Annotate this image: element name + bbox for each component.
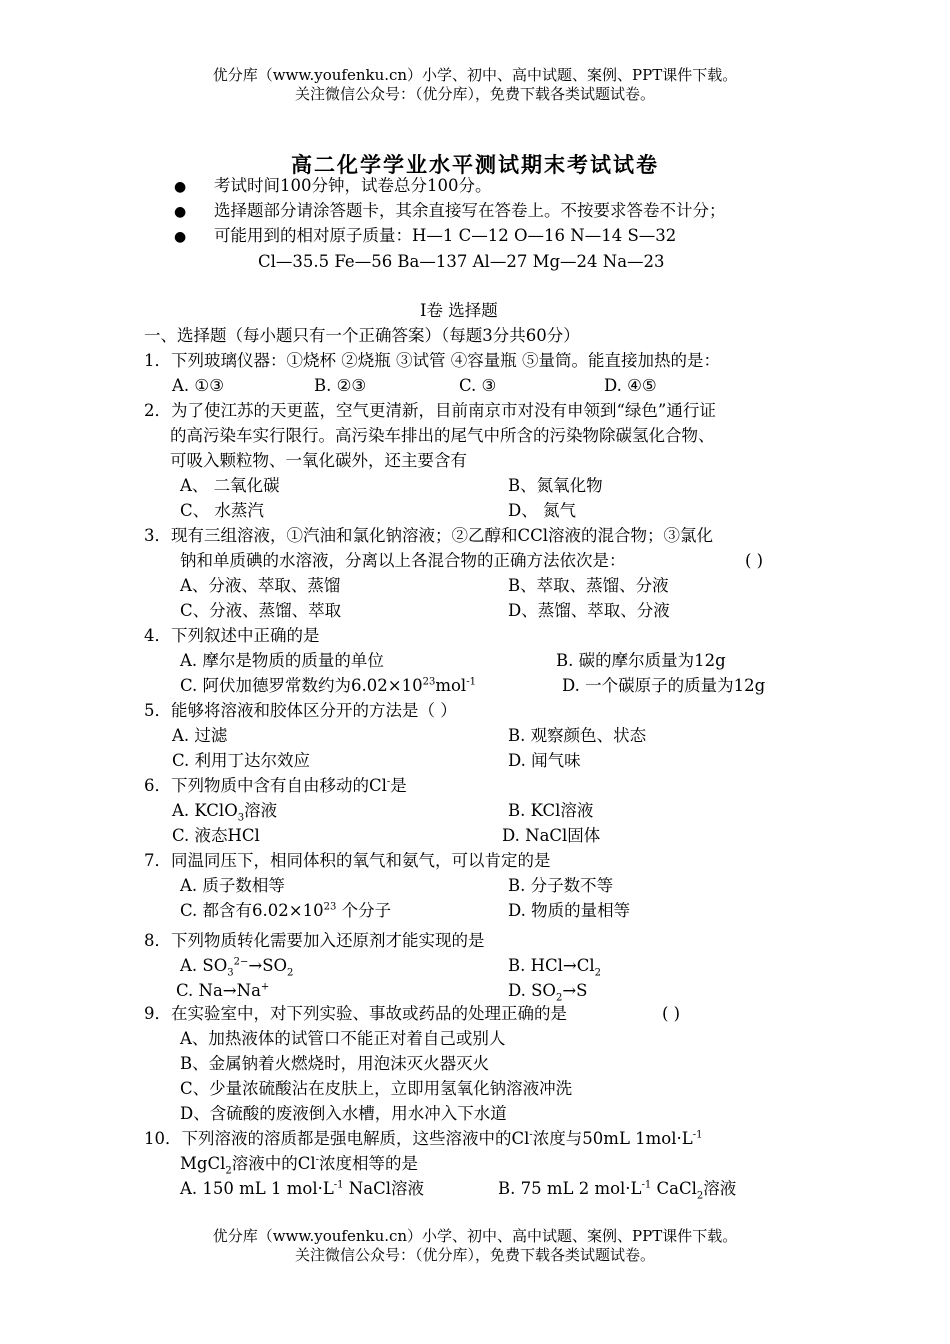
bullet-icon: ● (174, 229, 187, 245)
header-line-1: 优分库（www.youfenku.cn）小学、初中、高中试题、案例、PPT课件下载。 (212, 66, 738, 84)
q3-stem-1: 3．现有三组溶液，①汽油和氯化钠溶液；②乙醇和CCl溶液的混合物；③氯化 (144, 526, 714, 545)
q4-option-d: D. 一个碳原子的质量为12g (562, 676, 766, 695)
q8-option-b: B. $HCl\to Cl_2$ (508, 956, 602, 979)
q3-stem-2: 钠和单质碘的水溶液，分离以上各混合物的正确方法依次是： (180, 551, 626, 570)
q3-option-d: D、蒸馏、萃取、分液 (508, 601, 670, 620)
q5-option-b: B. 观察颜色、状态 (508, 726, 647, 745)
q7-stem: 7．同温同压下，相同体积的氧气和氨气，可以肯定的是 (144, 851, 551, 870)
section-title: Ⅰ卷 选择题 (420, 301, 498, 320)
section-intro: 一、选择题（每小题只有一个正确答案）（每题3分共60分） (144, 326, 580, 345)
q1-option-c: C. ③ (459, 376, 497, 395)
q1-option-d: D. ④⑤ (604, 376, 657, 395)
q3-option-b: B、萃取、蒸馏、分液 (508, 576, 669, 595)
q8-option-d: D. $SO_2\to S$ (508, 981, 588, 1004)
note-3: 可能用到的相对原子质量：H—1 C—12 O—16 N—14 S—32 (214, 226, 677, 245)
q9-answer-blank: ( ) (662, 1004, 681, 1023)
q7-option-a: A. 质子数相等 (180, 876, 285, 895)
q8-option-a: A. $SO_3^{2-}\to SO_2$ (180, 956, 294, 979)
q5-option-d: D. 闻气味 (508, 751, 581, 770)
note-2: 选择题部分请涂答题卡，其余直接写在答卷上。不按要求答卷不计分； (214, 201, 726, 220)
q10-option-b: B. 75 mL 2 $mol\cdot L^{-1}$ CaCl$_2$溶液 (498, 1179, 737, 1202)
q1-option-b: B. ②③ (314, 376, 367, 395)
q9-option-a: A、加热液体的试管口不能正对着自己或别人 (180, 1029, 506, 1048)
q5-option-a: A. 过滤 (172, 726, 228, 745)
bullet-icon: ● (174, 179, 187, 195)
q10-stem-1: 10．下列溶液的溶质都是强电解质，这些溶液中的Cl-浓度与50mL $1mol\cdot L^{-1}$ (144, 1129, 703, 1148)
q2-option-c: C、 水蒸汽 (180, 501, 264, 520)
q4-option-c: C. 阿伏加德罗常数约为$6.02\times 10^{23}mol^{-1}$ (180, 676, 476, 695)
q9-option-b: B、金属钠着火燃烧时，用泡沫灭火器灭火 (180, 1054, 490, 1073)
q2-option-b: B、氮氧化物 (508, 476, 603, 495)
q5-option-c: C. 利用丁达尔效应 (172, 751, 311, 770)
page-footer (0, 1227, 950, 1265)
note-3-continued: Cl—35.5 Fe—56 Ba—137 Al—27 Mg—24 Na—23 (258, 252, 665, 271)
q8-option-c: C. Na→Na+ (176, 981, 270, 1000)
q6-option-d: D. NaCl固体 (502, 826, 601, 845)
q10-option-a: A. 150 mL 1 $mol\cdot L^{-1}$ NaCl溶液 (180, 1179, 424, 1198)
q1-option-a: A. ①③ (172, 376, 224, 395)
q1-stem: 1．下列玻璃仪器：①烧杯 ②烧瓶 ③试管 ④容量瓶 ⑤量筒。能直接加热的是： (144, 351, 720, 370)
q6-stem: 6．下列物质中含有自由移动的Cl-是 (144, 776, 407, 795)
q9-option-d: D、含硫酸的废液倒入水槽，用水冲入下水道 (180, 1104, 507, 1123)
q7-option-b: B. 分子数不等 (508, 876, 614, 895)
q2-stem-3: 可吸入颗粒物、一氧化碳外，还主要含有 (170, 451, 467, 470)
q2-stem-2: 的高污染车实行限行。高污染车排出的尾气中所含的污染物除碳氢化合物、 (170, 426, 715, 445)
q2-stem-1: 2．为了使江苏的天更蓝，空气更清新，目前南京市对没有申领到“绿色”通行证 (144, 401, 716, 420)
note-1: 考试时间100分钟，试卷总分100分。 (214, 176, 492, 195)
q4-stem: 4．下列叙述中正确的是 (144, 626, 320, 645)
q3-option-c: C、分液、蒸馏、萃取 (180, 601, 342, 620)
page-header (0, 66, 950, 104)
q4-option-a: A. 摩尔是物质的质量的单位 (180, 651, 384, 670)
footer-line-2: 关注微信公众号：（优分库），免费下载各类试题试卷。 (294, 1246, 655, 1264)
q8-stem: 8．下列物质转化需要加入还原剂才能实现的是 (144, 931, 485, 950)
q2-option-d: D、 氮气 (508, 501, 576, 520)
q10-stem-2: MgCl$_2$溶液中的Cl-浓度相等的是 (180, 1154, 419, 1177)
q5-stem: 5．能够将溶液和胶体区分开的方法是（ ） (144, 701, 457, 720)
footer-line-1: 优分库（www.youfenku.cn）小学、初中、高中试题、案例、PPT课件下载。 (212, 1227, 738, 1245)
q9-stem: 9．在实验室中，对下列实验、事故或药品的处理正确的是 (144, 1004, 567, 1023)
bullet-icon: ● (174, 204, 187, 220)
q6-option-a: A. KClO$_3$溶液 (172, 801, 278, 824)
q3-answer-blank: ( ) (745, 551, 764, 570)
q3-option-a: A、分液、萃取、蒸馏 (180, 576, 341, 595)
q7-option-d: D. 物质的量相等 (508, 901, 631, 920)
q9-option-c: C、少量浓硫酸沾在皮肤上，立即用氢氧化钠溶液冲洗 (180, 1079, 573, 1098)
exam-title: 高二化学学业水平测试期末考试试卷 (291, 152, 659, 177)
q4-option-b: B. 碳的摩尔质量为12g (556, 651, 726, 670)
q6-option-c: C. 液态HCl (172, 826, 260, 845)
q7-option-c: C. 都含有$6.02\times 10^{23}$ 个分子 (180, 901, 392, 920)
q6-option-b: B. KCl溶液 (508, 801, 594, 820)
header-line-2: 关注微信公众号：（优分库），免费下载各类试题试卷。 (294, 85, 655, 103)
q2-option-a: A、 二氧化碳 (180, 476, 280, 495)
